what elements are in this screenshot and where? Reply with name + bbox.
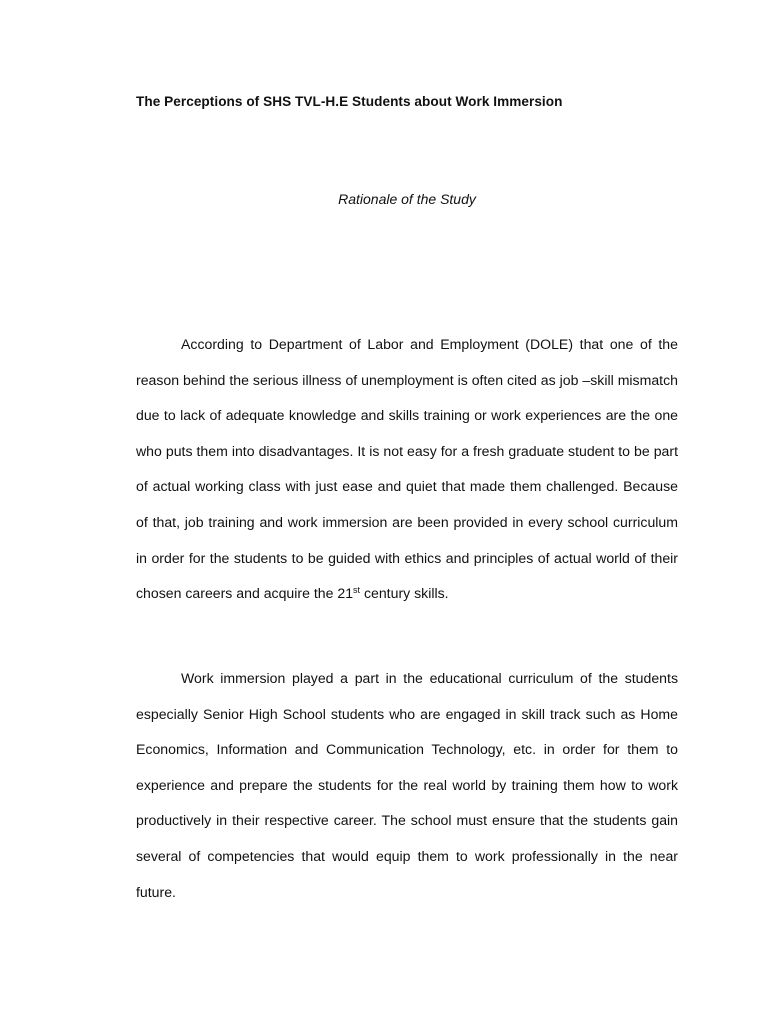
superscript-st: st xyxy=(353,585,361,596)
paragraph-1 xyxy=(136,327,678,612)
paragraph-1-text-end: century skills. xyxy=(360,585,449,602)
document-title: The Perceptions of SHS TVL-H.E Students about Work Immersion xyxy=(136,94,563,109)
paragraph-2: Work immersion played a part in the educational curriculum of the students especially Senior High School students who are engaged in skill track such as Home Economics, Information and Communication Technology, etc. in order for them to experience and prepare the students for the real world by training them how to work productively in their respective career. The school must ensure that the students gain several of competencies that would equip them to work professionally in the near future. xyxy=(136,670,678,900)
section-heading: Rationale of the Study xyxy=(338,191,476,207)
paragraph-1-text: According to Department of Labor and Employment (DOLE) that one of the reason behind the serious illness of unemployment is often cited as job –skill mismatch due to lack of adequate knowledge and skills training or work experiences are the one who puts them into disadvantages. It is not easy for a fresh graduate student to be part of actual working class with just ease and quiet that made them challenged. Because of that, job training and work immersion are been provided in every school curriculum in order for the students to be guided with ethics and principles of actual world of their chosen careers and acquire the 21 xyxy=(136,336,678,602)
